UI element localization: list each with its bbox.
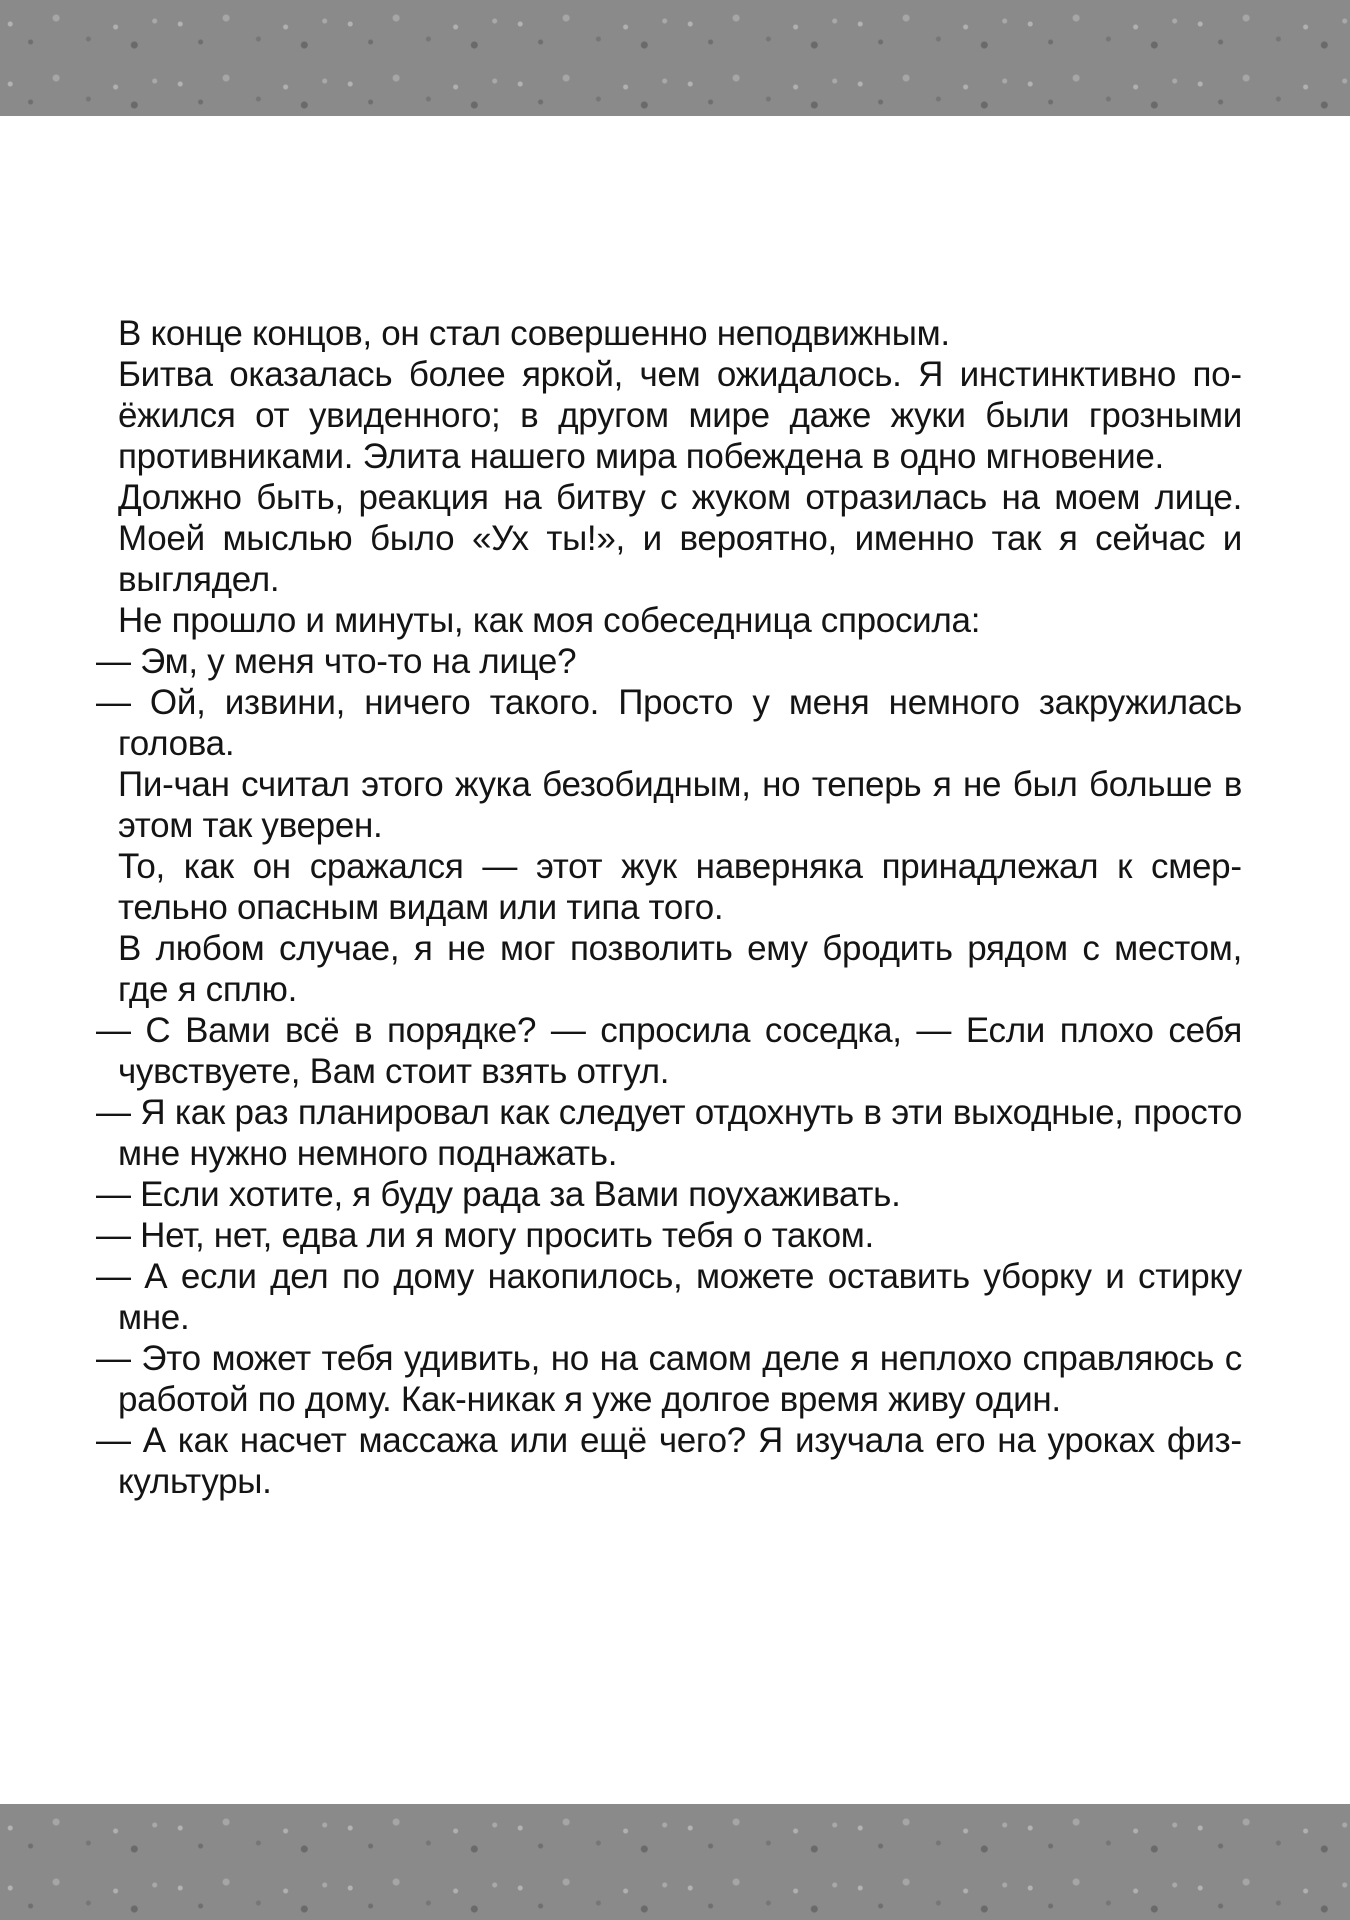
dialogue-line: — Если хотите, я буду рада за Вами поухаживать. [96,1175,901,1214]
paragraph: В любом случае, я не мог позволить ему бродить рядом с местом, где я сплю. [118,929,1242,1009]
top-grunge-band [0,0,1350,116]
page-text [96,313,1242,1502]
dialogue-line: — А если дел по дому накопилось, можете оставить уборку и стирку мне. [96,1257,1242,1337]
dialogue-line: — Нет, нет, едва ли я могу просить тебя о таком. [96,1216,874,1255]
dialogue-line: — Ой, извини, ничего такого. Просто у меня немного закружилась голова. [96,683,1242,763]
dialogue-line: — Эм, у меня что-то на лице? [96,642,577,681]
dialogue-line: — Это может тебя удивить, но на самом деле я неплохо справляюсь с работой по дому. Как-никак я уже долгое время живу один. [96,1339,1242,1419]
dialogue-line: — С Вами всё в порядке? — спросила соседка, — Если плохо себя чувствуете, Вам стоит взять отгул. [96,1011,1242,1091]
paragraph: Не прошло и минуты, как моя собеседница спросила: [118,601,981,640]
paragraph: Битва оказалась более яркой, чем ожидалось. Я инстинктивно поёжился от увиденного; в другом мире даже жуки были грозными противниками. Элита нашего мира побеждена в одно мгновение. [118,355,1242,476]
paragraph: Пи-чан считал этого жука безобидным, но теперь я не был больше в этом так уверен. [118,765,1242,845]
paragraph: В конце концов, он стал совершенно неподвижным. [118,314,950,353]
bottom-grunge-band [0,1804,1350,1920]
paragraph: Должно быть, реакция на битву с жуком отразилась на моем лице. Моей мыслью было «Ух ты!», и вероятно, именно так я сейчас и выглядел. [118,478,1242,599]
paragraph: То, как он сражался — этот жук наверняка принадлежал к смертельно опасным видам или типа того. [118,847,1242,927]
dialogue-line: — Я как раз планировал как следует отдохнуть в эти выходные, просто мне нужно немного поднажать. [96,1093,1242,1173]
dialogue-line: — А как насчет массажа или ещё чего? Я изучала его на уроках физкультуры. [96,1421,1242,1501]
